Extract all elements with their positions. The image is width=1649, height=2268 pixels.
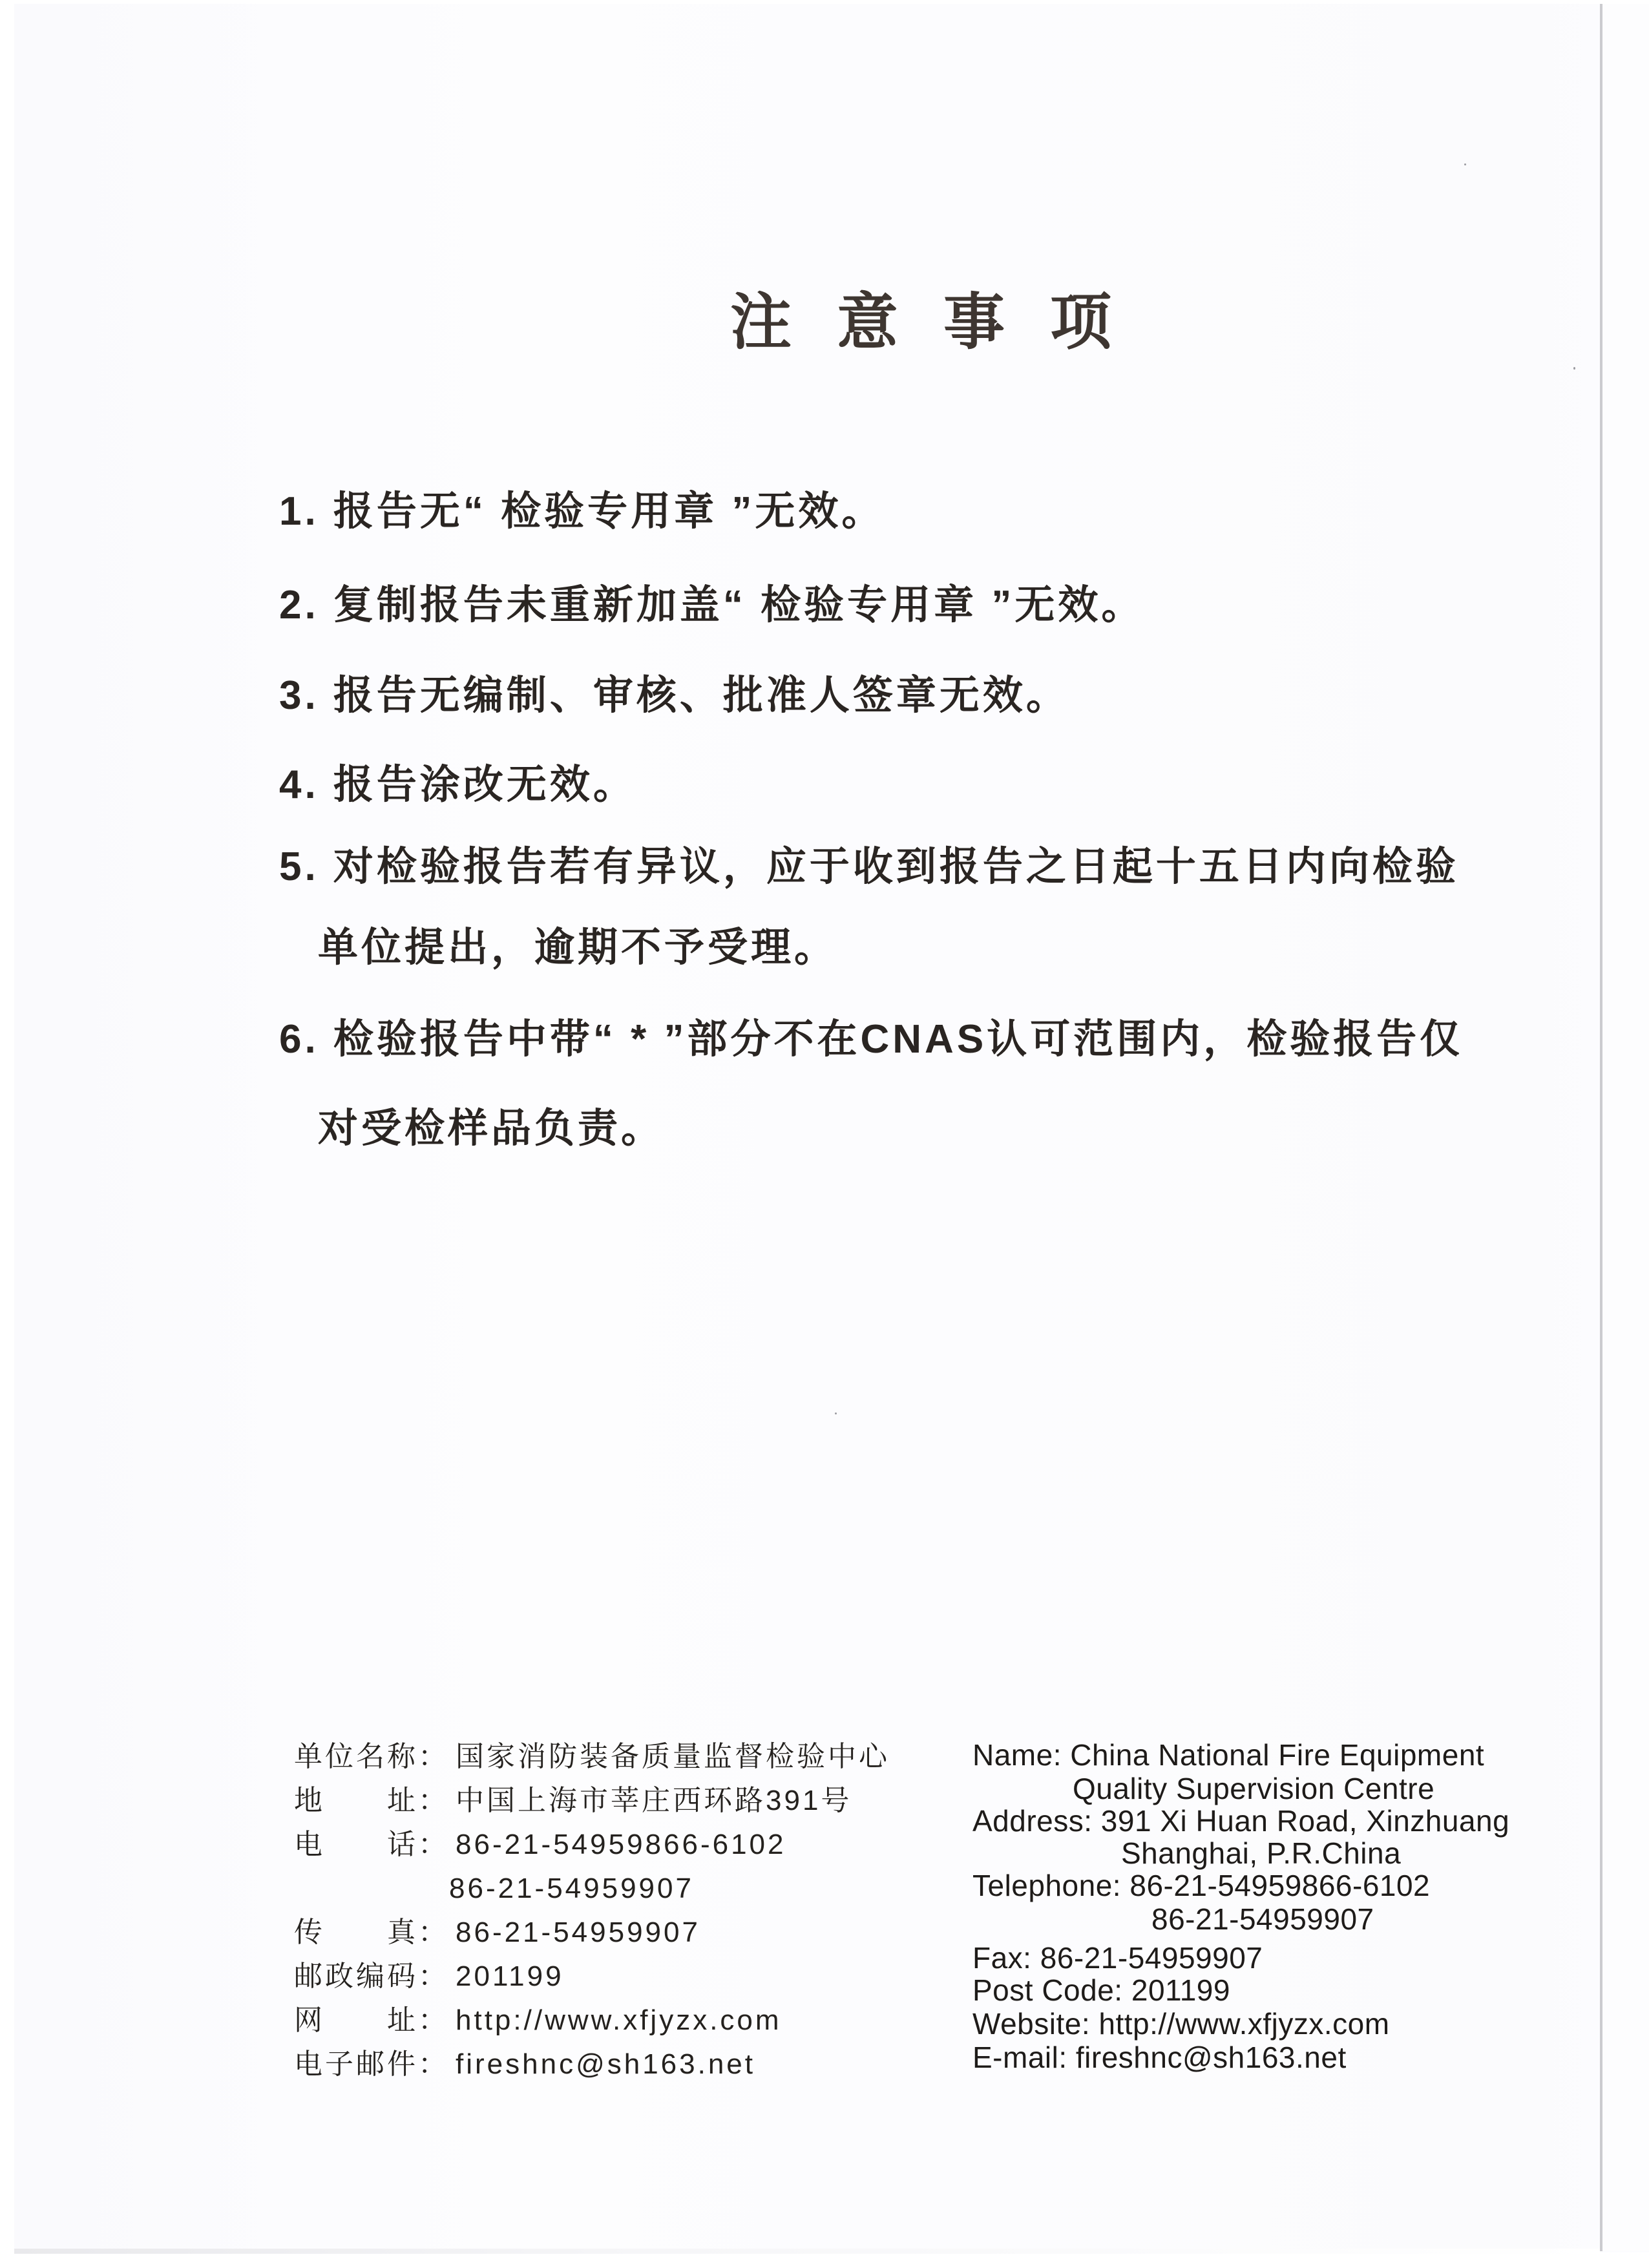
contact-zh-address-value: 中国上海市莘庄西环路391号: [456, 1785, 852, 1816]
contact-en-telephone-line-2: 86-21-54959907: [1151, 1902, 1374, 1936]
scan-edge-band: [1602, 4, 1649, 2251]
contact-zh-email-row: [294, 2050, 755, 2079]
notice-item-3: 3. 报告无编制、审核、批准人签章无效。: [279, 673, 1069, 718]
contact-zh-phone-value: 86-21-54959866-6102: [456, 1829, 786, 1860]
contact-zh-postcode-label: 邮政编码：: [294, 1960, 449, 1992]
contact-zh-website-value: http://www.xfjyzx.com: [456, 2004, 782, 2036]
contact-en-post-code: Post Code: 201199: [972, 1973, 1230, 2007]
contact-zh-postcode-row: [294, 1962, 564, 1991]
notice-item-1: 1. 报告无“ 检验专用章 ”无效。: [279, 489, 885, 534]
contact-zh-phone2-value: 86-21-54959907: [449, 1873, 694, 1904]
contact-en-telephone-line-1: Telephone: 86-21-54959866-6102: [972, 1869, 1431, 1902]
notice-item-5-line-2: 单位提出，逾期不予受理。: [318, 925, 838, 970]
contact-zh-name-value: 国家消防装备质量监督检验中心: [456, 1741, 890, 1772]
contact-zh-fax-label: 传 真：: [294, 1916, 449, 1948]
contact-zh-fax-row: [294, 1918, 700, 1947]
page-title: 注意事项: [730, 288, 1157, 357]
notice-item-4: 4. 报告涂改无效。: [279, 762, 636, 807]
contact-zh-phone-row: [294, 1831, 786, 1859]
scan-bottom-edge: [14, 2249, 1600, 2254]
contact-en-fax: Fax: 86-21-54959907: [972, 1941, 1263, 1975]
scan-dust-speck: [1573, 367, 1575, 370]
notice-item-6-line-1: 6. 检验报告中带“ * ”部分不在CNAS认可范围内，检验报告仅: [279, 1017, 1464, 1062]
contact-zh-phone2-row: [449, 1874, 694, 1903]
contact-zh-address-label: 地 址：: [294, 1785, 449, 1816]
contact-zh-email-value: fireshnc@sh163.net: [456, 2048, 756, 2080]
contact-en-website: Website: http://www.xfjyzx.com: [972, 2007, 1390, 2041]
contact-en-email: E-mail: fireshnc@sh163.net: [972, 2041, 1347, 2074]
notice-item-6-line-2: 对受检样品负责。: [318, 1106, 665, 1151]
contact-zh-phone-label: 电 话：: [294, 1829, 449, 1860]
scan-dust-speck: [835, 1412, 837, 1414]
contact-en-name-line-1: Name: China National Fire Equipment: [972, 1738, 1485, 1772]
contact-en-name-line-2: Quality Supervision Centre: [1073, 1772, 1435, 1805]
scan-dust-speck: [1464, 163, 1466, 165]
notice-item-5-line-1: 5. 对检验报告若有异议，应于收到报告之日起十五日内向检验: [279, 845, 1459, 889]
contact-en-address-line-2: Shanghai, P.R.China: [1121, 1836, 1402, 1870]
contact-zh-fax-value: 86-21-54959907: [456, 1916, 700, 1948]
notice-item-2: 2. 复制报告未重新加盖“ 检验专用章 ”无效。: [279, 583, 1145, 627]
contact-zh-name-row: [294, 1743, 890, 1771]
contact-zh-website-label: 网 址：: [294, 2004, 449, 2036]
contact-zh-postcode-value: 201199: [456, 1960, 564, 1992]
contact-zh-email-label: 电子邮件：: [294, 2048, 449, 2080]
contact-zh-name-label: 单位名称：: [294, 1741, 449, 1772]
contact-zh-website-row: [294, 2006, 782, 2035]
contact-zh-address-row: [294, 1787, 852, 1815]
contact-en-address-line-1: Address: 391 Xi Huan Road, Xinzhuang: [972, 1804, 1510, 1838]
